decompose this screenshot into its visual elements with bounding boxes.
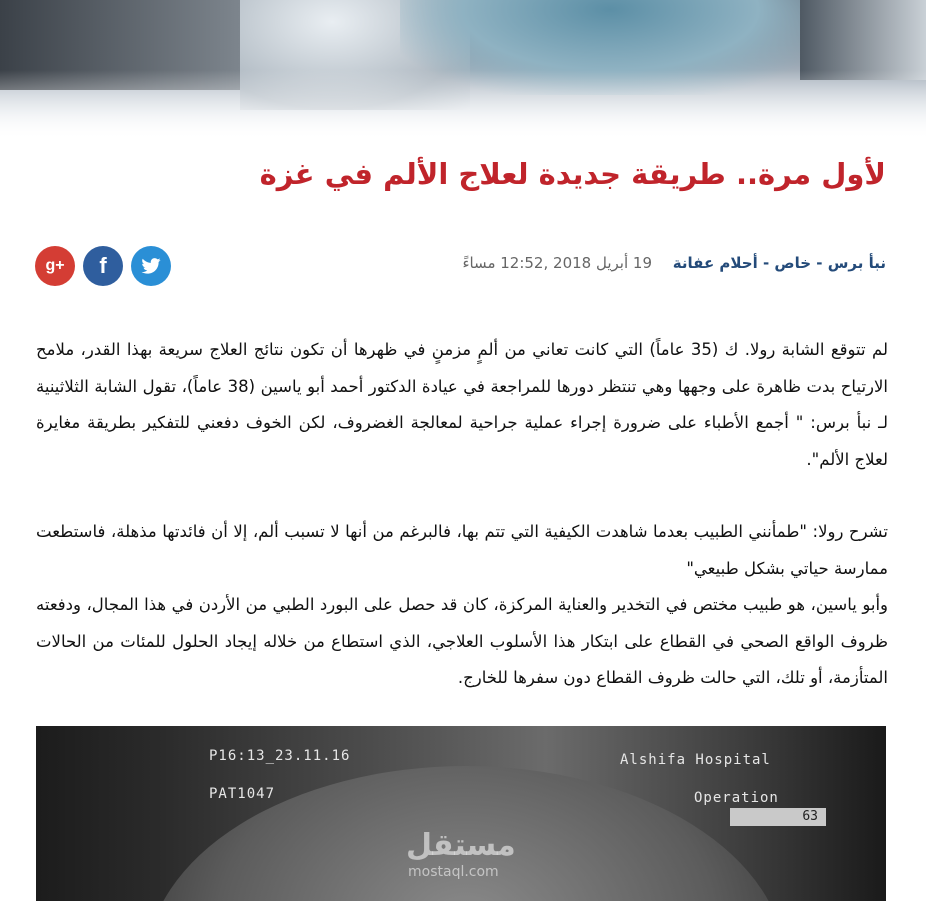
share-buttons bbox=[35, 246, 171, 286]
article-paragraph: لم تتوقع الشابة رولا. ك (35 عاماً) التي كانت تعاني من ألمٍ مزمنٍ في ظهرها أن تكون نتائج العلاج سريعة بهذا القدر، ملامح الارتياح بدت ظاهرة على وجهها وهي تنتظر دورها للمراجعة في عيادة الدكتور أحمد أبو ياسين (38 عاماً)، تقول الشابة الثلاثينية لـ نبأ برس: " أجمع الأطباء على ضرورة إجراء عملية جراحية لمعالجة الغضروف، لكن الخوف دفعني للتفكير بطريقة مغايرة لعلاج الألم". bbox=[36, 340, 888, 469]
google-plus-icon: g+ bbox=[45, 257, 65, 274]
twitter-share-button[interactable] bbox=[131, 246, 171, 286]
article-meta bbox=[462, 254, 886, 272]
article-paragraph: تشرح رولا: "طمأنني الطبيب بعدما شاهدت الكيفية التي تتم بها، فالبرغم من أنها لا تسبب ألم، إلا أن فائدتها مذهلة، فاستطعت ممارسة حياتي بشكل طبيعي" bbox=[36, 522, 888, 578]
hero-fade bbox=[0, 70, 926, 140]
xray-id-text: P16:13_23.11.16 bbox=[209, 748, 351, 764]
watermark-url: mostaql.com bbox=[408, 864, 499, 880]
watermark-logo: مستقل bbox=[406, 828, 516, 863]
twitter-icon bbox=[141, 258, 161, 274]
facebook-icon: f bbox=[99, 253, 107, 278]
operation-value: 63 bbox=[730, 808, 826, 826]
hero-photo-area-edge bbox=[800, 0, 926, 80]
author-link[interactable]: نبأ برس - خاص - أحلام عفانة bbox=[672, 254, 886, 272]
xray-patient-text: PAT1047 bbox=[209, 786, 276, 802]
article-paragraph: وأبو ياسين، هو طبيب مختص في التخدير والعناية المركزة، كان قد حصل على البورد الطبي من الأردن في هذا المجال، ودفعته ظروف الواقع الصحي في القطاع على ابتكار هذا الأسلوب العلاجي، الذي استطاع من خلاله إيجاد الحلول للمئات من الحالات المتأزمة، أو تلك، التي حالت ظروف القطاع دون سفرها للخارج. bbox=[36, 595, 888, 687]
operation-label: Operation bbox=[694, 790, 779, 806]
hero-image bbox=[0, 0, 926, 140]
article-title: لأول مرة.. طريقة جديدة لعلاج الألم في غزة bbox=[259, 157, 886, 191]
article-body bbox=[36, 332, 888, 697]
publish-date: 19 أبريل 2018 ,12:52 مساءً bbox=[462, 254, 653, 272]
google-plus-share-button[interactable] bbox=[35, 246, 75, 286]
article-image-xray bbox=[36, 726, 886, 901]
facebook-share-button[interactable] bbox=[83, 246, 123, 286]
paragraph-spacer bbox=[36, 478, 888, 514]
hospital-label: Alshifa Hospital bbox=[620, 752, 771, 768]
